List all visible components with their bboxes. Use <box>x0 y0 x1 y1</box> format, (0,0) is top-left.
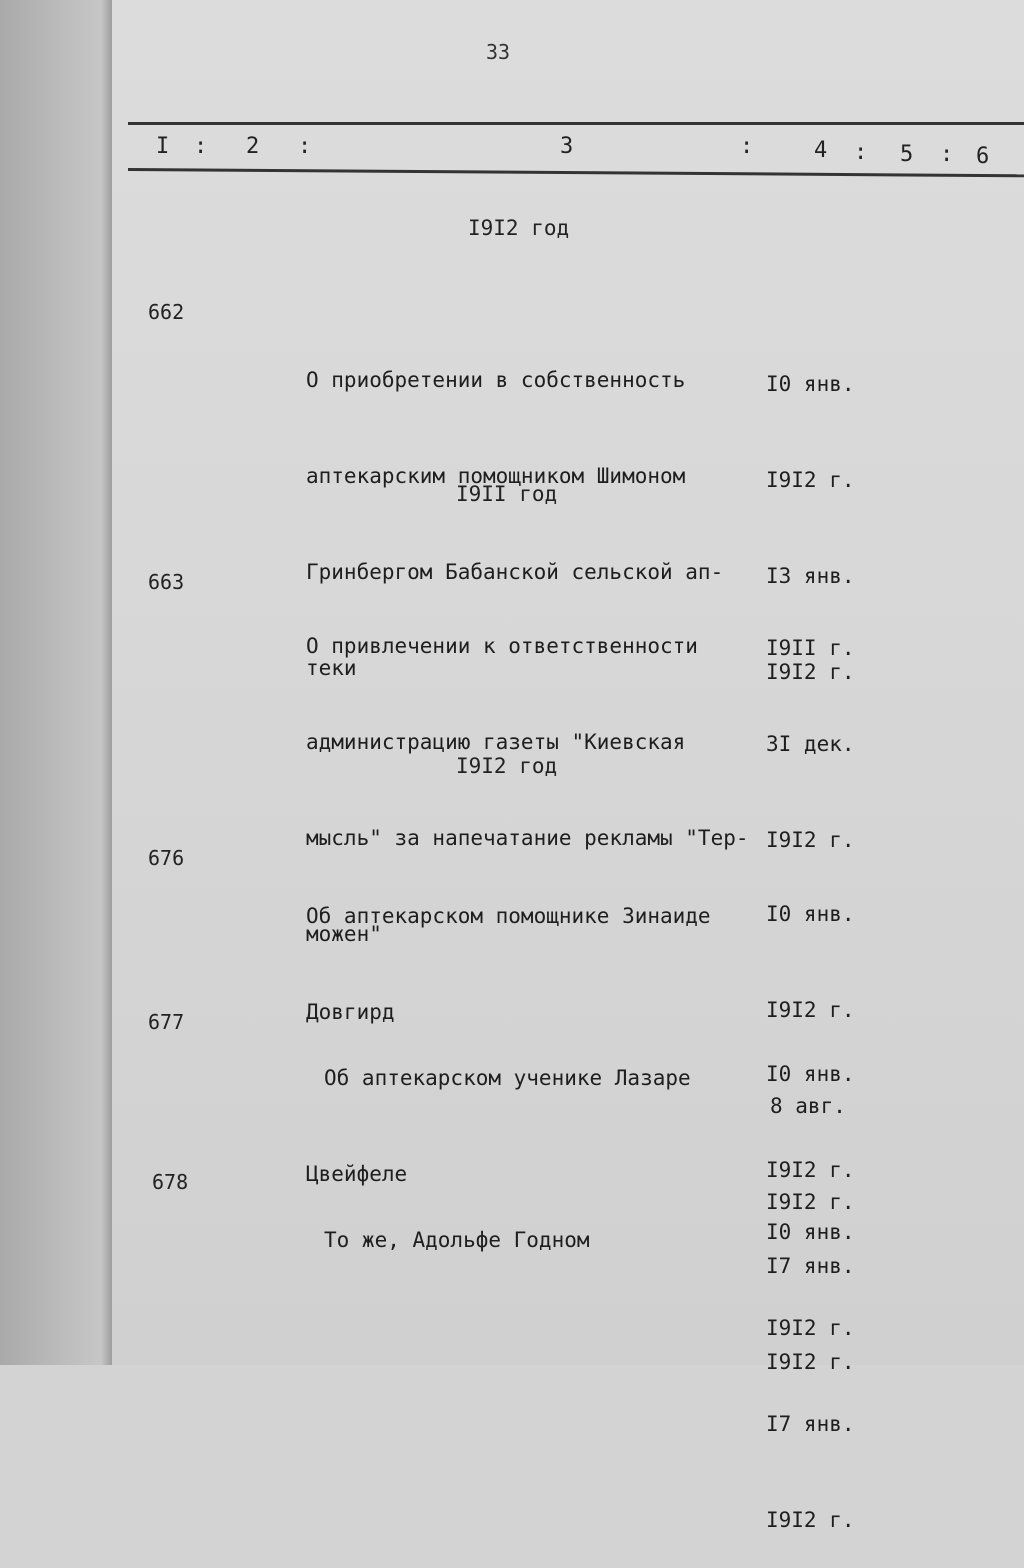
column-separator: : <box>940 142 954 167</box>
record-date: I9I2 г. <box>766 998 855 1022</box>
column-header-2: 2 <box>246 134 260 159</box>
page-number: 33 <box>486 40 511 64</box>
record-title-line: Гринбергом Бабанской сельской ап- <box>306 560 724 584</box>
record-title-line: аптекарским помощником Шимоном <box>306 464 686 488</box>
column-separator: : <box>194 134 208 159</box>
record-number: 677 <box>148 1010 185 1034</box>
record-date: 3I дек. <box>766 732 855 756</box>
record-date: I0 янв. <box>766 1220 855 1244</box>
record-title <box>324 1160 590 1288</box>
header-rule-top <box>128 122 1024 125</box>
record-date: I9II г. <box>766 636 855 660</box>
year-heading: I9I2 год <box>468 216 570 240</box>
record-title-line: То же, Адольфе Годном <box>324 1228 590 1252</box>
record-date: I9I2 г. <box>766 660 855 684</box>
column-header-3: 3 <box>560 134 574 159</box>
column-header-1: I <box>156 134 170 159</box>
record-date: I9I2 г. <box>766 1158 855 1182</box>
record-date: I7 янв. <box>766 1254 855 1278</box>
left-page-edge <box>0 0 112 1365</box>
record-date: I9I2 г. <box>766 1508 855 1532</box>
record-dates <box>766 1152 855 1568</box>
record-title-line: теки <box>306 656 357 680</box>
record-title-line: Довгирд <box>306 1000 395 1024</box>
record-date: I9I2 г. <box>766 1316 855 1340</box>
record-date: I9I2 г. <box>766 468 855 492</box>
year-heading: I9II год <box>456 482 558 506</box>
record-title-line: мысль" за напечатание рекламы "Тер- <box>306 826 749 850</box>
record-number: 678 <box>152 1170 189 1194</box>
column-separator: : <box>298 134 312 159</box>
column-separator: : <box>740 134 754 159</box>
record-number: 663 <box>148 570 185 594</box>
record-title-line: можен" <box>306 922 382 946</box>
record-number: 662 <box>148 300 185 324</box>
column-header-6: 6 <box>976 144 990 169</box>
record-date: 8 авг. <box>770 1094 846 1118</box>
record-date: I0 янв. <box>766 372 855 396</box>
record-title-line: администрацию газеты "Киевская <box>306 730 686 754</box>
record-date: I7 янв. <box>766 1412 855 1436</box>
record-title-line: О привлечении к ответственности <box>306 634 698 658</box>
record-date: I9I2 г. <box>766 828 855 852</box>
record-title-line: Цвейфеле <box>306 1162 408 1186</box>
column-separator: : <box>854 140 868 165</box>
record-date: I3 янв. <box>766 564 855 588</box>
record-date: I0 янв. <box>766 902 855 926</box>
column-header-5: 5 <box>900 142 914 167</box>
record-number: 676 <box>148 846 185 870</box>
column-header-4: 4 <box>814 138 828 163</box>
record-date: I9I2 г. <box>766 1190 855 1214</box>
year-heading: I9I2 год <box>456 754 558 778</box>
record-date: I0 янв. <box>766 1062 855 1086</box>
record-title-line: Об аптекарском помощнике Зинаиде <box>306 904 711 928</box>
record-date: I9I2 г. <box>766 1350 855 1374</box>
record-title-line: О приобретении в собственность <box>306 368 686 392</box>
record-title-line: Об аптекарском ученике Лазаре <box>324 1066 691 1090</box>
